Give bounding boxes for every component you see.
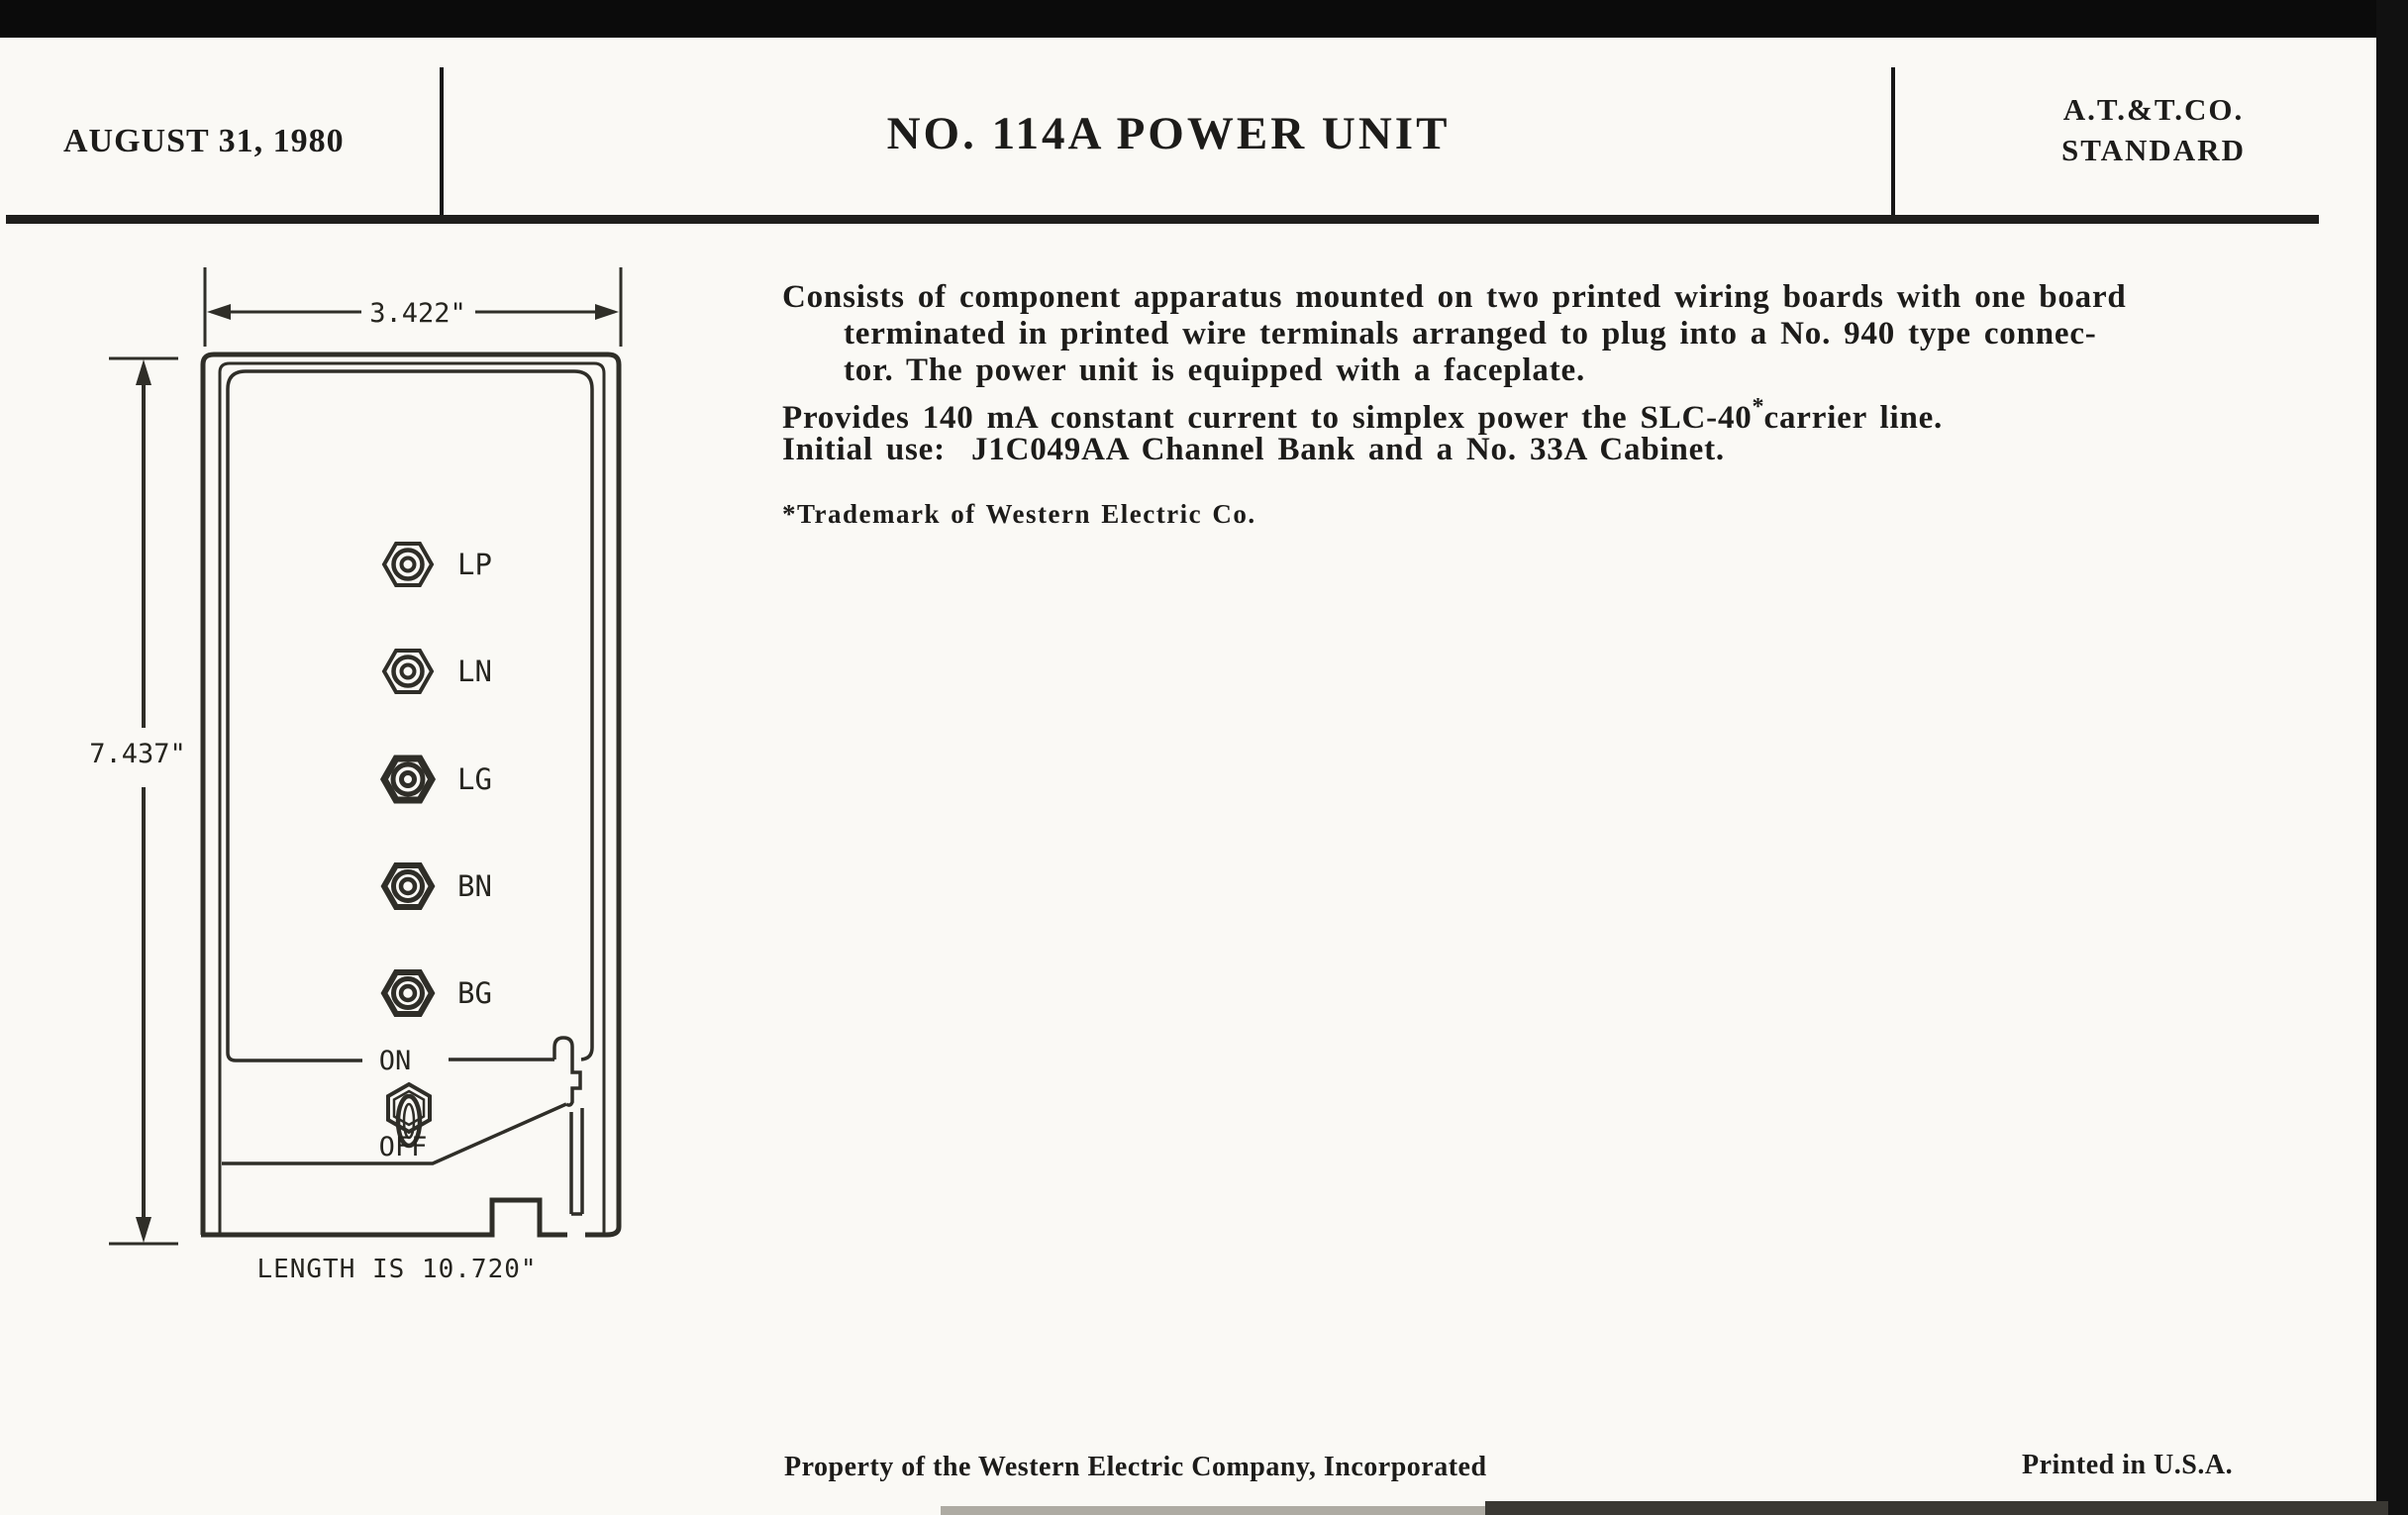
jack-lp: [384, 544, 492, 585]
height-dimension: [89, 358, 186, 1244]
description-line-3: tor. The power unit is equipped with a faceplate.: [844, 353, 1585, 388]
scan-black-bar-right: [2376, 0, 2408, 1515]
jack-lg: [384, 758, 492, 800]
scan-smudge-dark: [1485, 1501, 2388, 1515]
property-notice: Property of the Western Electric Company, Incorporated: [784, 1452, 1487, 1482]
scan-black-bar-top: [0, 0, 2408, 38]
jack-ln: [384, 651, 492, 692]
jack-ln-label: LN: [457, 655, 492, 688]
switch-on-label: ON: [378, 1046, 412, 1076]
description-line-1: Consists of component apparatus mounted on two printed wiring boards with one board: [782, 279, 2127, 315]
trademark-note: *Trademark of Western Electric Co.: [782, 499, 1256, 529]
footnote-asterisk: *: [1752, 394, 1764, 420]
description-block: [782, 279, 2366, 530]
printed-in-usa: Printed in U.S.A.: [2022, 1450, 2234, 1480]
jack-bn: [384, 865, 492, 907]
jack-lp-label: LP: [457, 548, 492, 581]
jack-bg-label: BG: [457, 976, 492, 1010]
initial-use-line: Initial use: J1C049AA Channel Bank and a No. 33A Cabinet.: [782, 432, 1725, 467]
length-note: LENGTH IS 10.720": [256, 1255, 538, 1284]
width-dimension-label: 3.422": [369, 298, 466, 329]
header-divider-left: [440, 67, 444, 220]
scan-smudge-light: [941, 1506, 1495, 1515]
org-name: A.T.&T.CO.: [2062, 92, 2245, 127]
height-dimension-label: 7.437": [89, 739, 186, 769]
width-dimension: [205, 267, 621, 347]
jack-lg-label: LG: [457, 762, 492, 796]
power-toggle-switch: [379, 1046, 430, 1162]
jack-bg: [384, 972, 492, 1014]
power-unit-drawing: [59, 252, 673, 1322]
jack-bn-label: BN: [457, 869, 492, 903]
org-standard: STANDARD: [2061, 133, 2246, 167]
provides-line: Provides 140 mA constant current to simplex power the SLC-40*carrier line.: [782, 394, 1944, 436]
description-line-2: terminated in printed wire terminals arranged to plug into a No. 940 type connec-: [844, 316, 2097, 352]
header-divider-right: [1891, 67, 1895, 220]
org-standard-label: [1936, 89, 2371, 170]
header-rule: [6, 215, 2319, 224]
page-title: NO. 114A POWER UNIT: [886, 108, 1451, 159]
issue-date: AUGUST 31, 1980: [63, 123, 345, 159]
switch-off-label: OFF: [378, 1132, 428, 1162]
